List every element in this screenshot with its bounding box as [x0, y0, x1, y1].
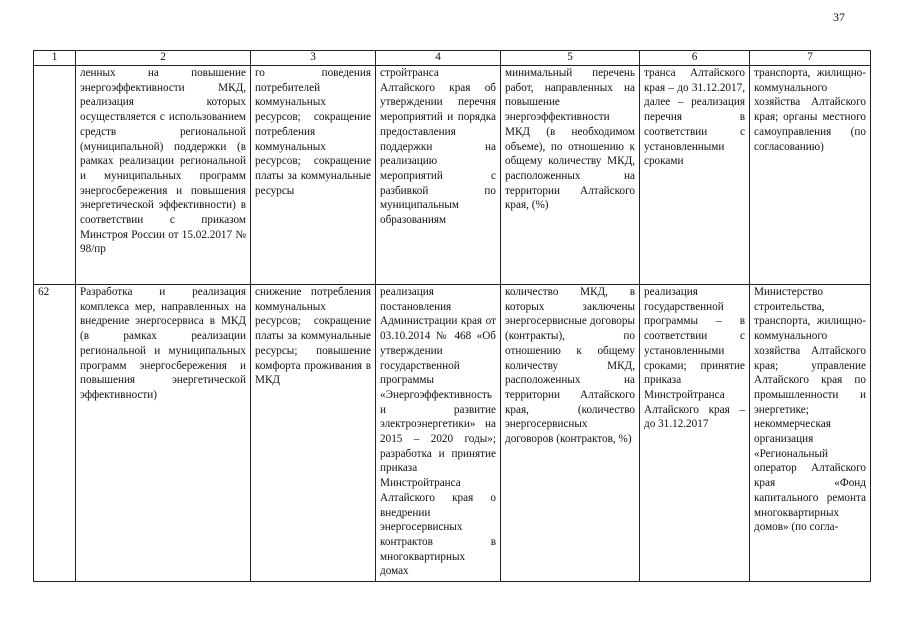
result-cell: [251, 66, 376, 285]
header-col-5: 5: [501, 51, 640, 66]
row-number: 62: [34, 285, 76, 582]
deadline-text: транса Алтайского края – до 31.12.2017, далее – реализация перечня в соответствии с установленными сроками: [644, 67, 745, 168]
indicator-cell: [501, 66, 640, 285]
responsible-cell: [750, 285, 871, 582]
header-col-6: 6: [640, 51, 750, 66]
measure-cell: [76, 66, 251, 285]
header-col-1: 1: [34, 51, 76, 66]
indicator-text: минимальный перечень работ, направленных на повышение энергоэффективности МКД (в необходимом объеме), по отношению к общему количеству МКД, расположенных на территории Алтайского края, (%): [505, 67, 635, 212]
row-number: [34, 66, 76, 285]
page-number: 37: [833, 10, 845, 24]
responsible-cell: [750, 66, 871, 285]
result-cell: [251, 285, 376, 582]
mechanism-cell: [376, 66, 501, 285]
result-text: снижение потребления коммунальных ресурсов; сокращение платы за коммунальные ресурсы; повышение комфорта проживания в МКД: [255, 286, 371, 387]
deadline-text: реализация государственной программы – в соответствии с установленными сроками; принятие приказа Минстройтранса Алтайского края – до 31.12.2017: [644, 286, 745, 431]
mechanism-cell: [376, 285, 501, 582]
measure-text: Разработка и реализация комплекса мер, направленных на внедрение энергосервиса в МКД (в рамках реализации региональной и муниципальных программ энергосбережения и повышения энергетической эффективности): [80, 286, 246, 401]
indicator-cell: [501, 285, 640, 582]
header-col-4: 4: [376, 51, 501, 66]
measure-cell: [76, 285, 251, 582]
header-col-2: 2: [76, 51, 251, 66]
result-text: го поведения потребителей коммунальных ресурсов; сокращение потребления коммунальных ресурсов; сокращение платы за коммунальные ресурсы: [255, 67, 371, 197]
measures-table: [33, 50, 871, 582]
table-row: [34, 66, 871, 285]
mechanism-text: стройтранса Алтайского края об утверждении перечня мероприятий и порядка предоставления поддержки на реализацию мероприятий с разбивкой по муниципальным образованиям: [380, 67, 496, 227]
mechanism-text: реализация постановления Администрации края от 03.10.2014 № 468 «Об утверждении государственной программы «Энергоэффективность и развитие электроэнергетики» на 2015 – 2020 годы»; разработка и принятие приказа Минстройтранса Алтайского края о внедрении энергосервисных контрактов в многоквартирных домах: [380, 286, 496, 578]
measure-text: ленных на повышение энергоэффективности МКД, реализация которых осуществляется с использованием средств региональной (муниципальной) поддержки (в рамках реализации региональной и муниципальных программ энергосбережения и повышения энергетической эффективности) в соответствии с приказом Минстроя России от 15.02.2017 № 98/пр: [80, 67, 246, 256]
header-row: [34, 51, 871, 66]
header-col-3: 3: [251, 51, 376, 66]
header-col-7: 7: [750, 51, 871, 66]
deadline-cell: [640, 285, 750, 582]
responsible-text: Министерство строительства, транспорта, жилищно-коммунального хозяйства Алтайского края; управление Алтайского края по промышленности и энергетике; некоммерческая организация «Региональный оператор Алтайского края «Фонд капитального ремонта многоквартирных домов» (по согла-: [754, 286, 866, 534]
indicator-text: количество МКД, в которых заключены энергосервисные договоры (контракты), по отношению к общему количеству МКД, расположенных на территории Алтайского края, (количество энергосервисных договоров (контрактов, %): [505, 286, 635, 446]
responsible-text: транспорта, жилищно-коммунального хозяйства Алтайского края; органы местного самоуправления (по согласованию): [754, 67, 866, 153]
table-row: [34, 285, 871, 582]
deadline-cell: [640, 66, 750, 285]
